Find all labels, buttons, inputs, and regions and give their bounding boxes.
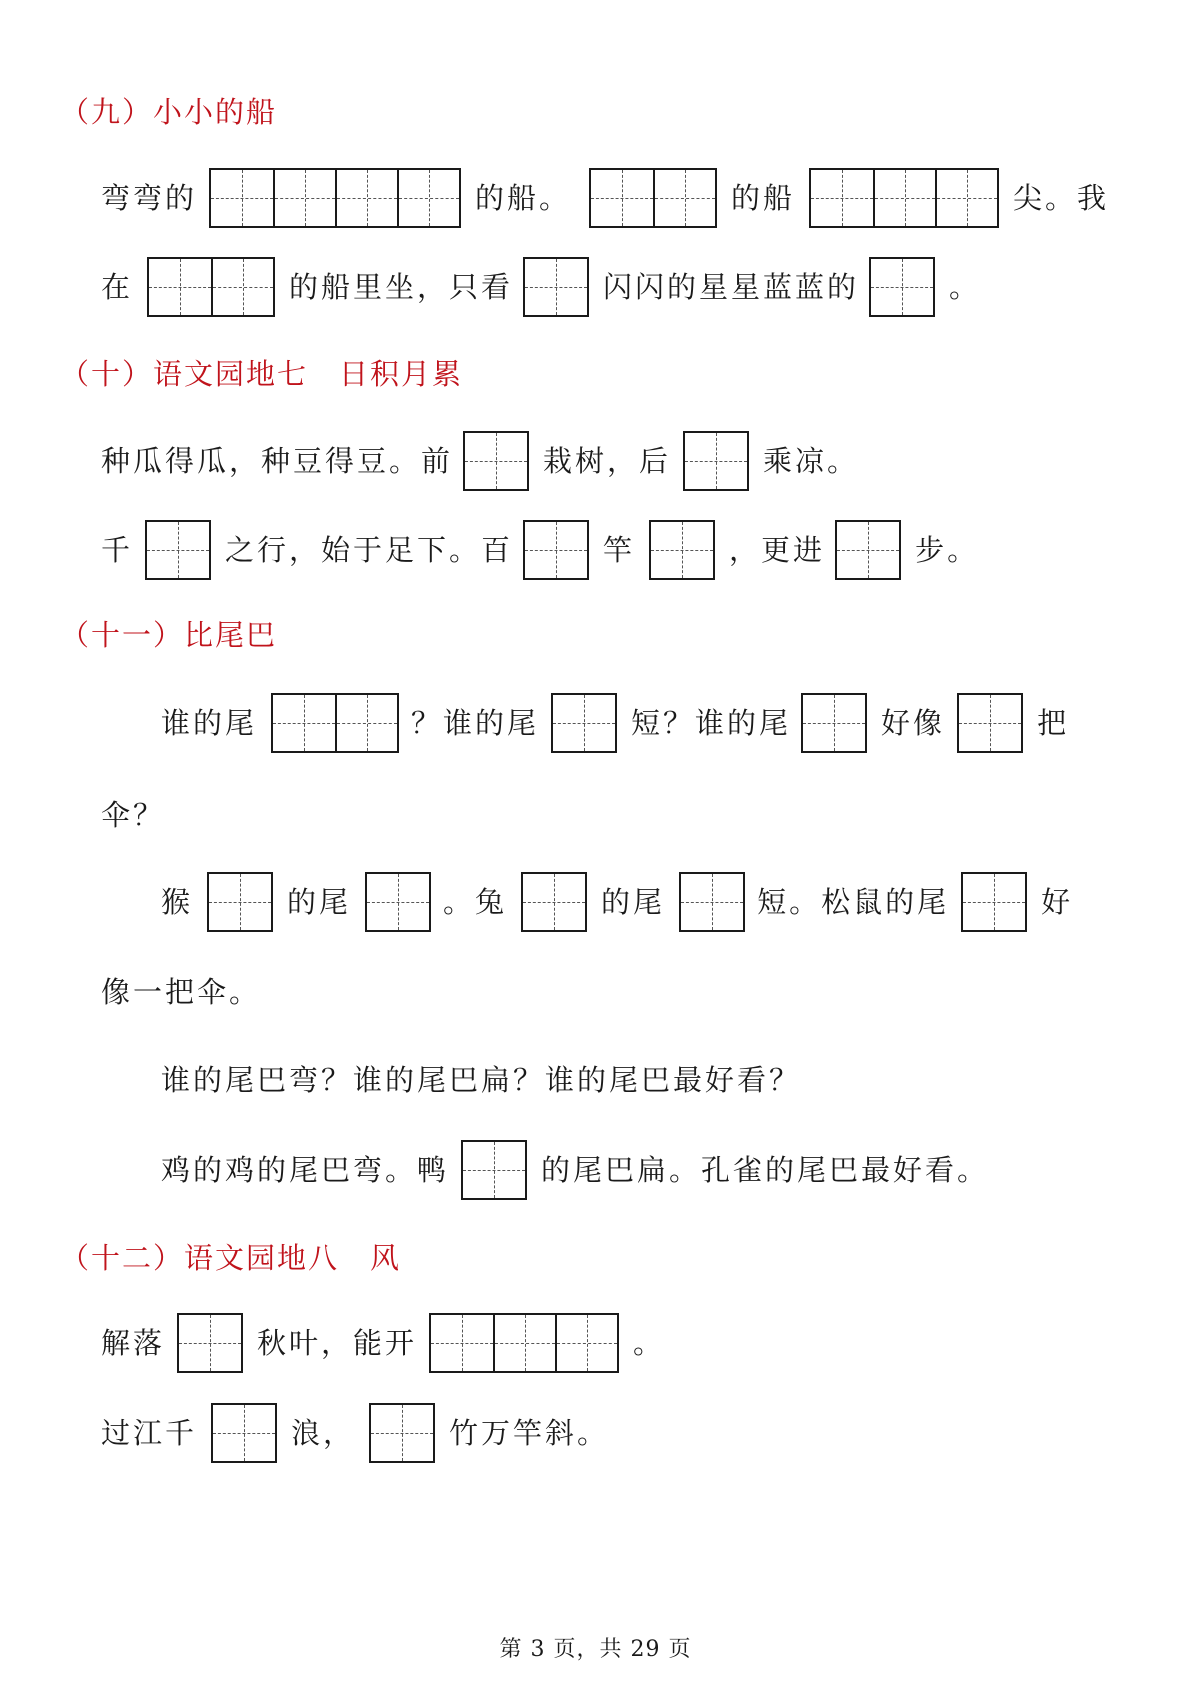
text-segment: 短。松鼠的尾 xyxy=(757,885,950,919)
grid-cell[interactable] xyxy=(465,433,527,489)
text-segment: 。 xyxy=(949,270,982,304)
answer-box-1[interactable] xyxy=(835,520,901,580)
grid-cell[interactable] xyxy=(591,170,653,226)
text-line xyxy=(161,691,1069,755)
text-segment: 的船。 xyxy=(475,181,572,215)
grid-cell[interactable] xyxy=(873,170,935,226)
answer-box-1[interactable] xyxy=(461,1140,527,1200)
text-segment: 的船里坐，只看 xyxy=(289,270,514,304)
text-segment: 种瓜得瓜，种豆得豆。前 xyxy=(101,444,454,478)
text-segment: 短？谁的尾 xyxy=(631,706,792,740)
grid-cell[interactable] xyxy=(553,695,615,751)
grid-cell[interactable] xyxy=(523,874,585,930)
grid-cell[interactable] xyxy=(493,1315,555,1371)
grid-cell[interactable] xyxy=(963,874,1025,930)
answer-box-1[interactable] xyxy=(961,872,1027,932)
grid-cell[interactable] xyxy=(653,170,715,226)
answer-box-1[interactable] xyxy=(211,1403,277,1463)
grid-cell[interactable] xyxy=(871,259,933,315)
answer-box-1[interactable] xyxy=(521,872,587,932)
text-segment: 把 xyxy=(1037,706,1070,740)
text-segment: 之行，始于足下。百 xyxy=(225,533,514,567)
text-line xyxy=(101,429,859,493)
answer-box-1[interactable] xyxy=(177,1313,243,1373)
grid-cell[interactable] xyxy=(367,874,429,930)
text-segment: 竿 xyxy=(603,533,636,567)
text-segment: 浪， xyxy=(291,1416,356,1450)
grid-cell[interactable] xyxy=(525,259,587,315)
text-segment: 谁的尾巴弯？谁的尾巴扁？谁的尾巴最好看？ xyxy=(161,1063,802,1097)
text-segment: 好 xyxy=(1041,885,1074,919)
grid-cell[interactable] xyxy=(431,1315,493,1371)
grid-cell[interactable] xyxy=(651,522,713,578)
text-segment: 在 xyxy=(101,270,134,304)
text-segment: 。兔 xyxy=(443,885,508,919)
text-segment: 猴 xyxy=(161,885,194,919)
text-segment: ？谁的尾 xyxy=(411,706,540,740)
text-segment: 千 xyxy=(101,533,134,567)
grid-cell[interactable] xyxy=(371,1405,433,1461)
text-line xyxy=(101,1401,609,1465)
answer-box-1[interactable] xyxy=(523,257,589,317)
answer-box-4[interactable] xyxy=(209,168,461,228)
text-segment: 伞？ xyxy=(101,798,166,832)
section-heading-9: （九）小小的船 xyxy=(60,95,278,129)
answer-box-1[interactable] xyxy=(463,431,529,491)
text-segment: 谁的尾 xyxy=(161,706,258,740)
answer-box-1[interactable] xyxy=(207,872,273,932)
grid-cell[interactable] xyxy=(397,170,459,226)
text-segment: ，更进 xyxy=(729,533,826,567)
text-segment: 尖。我 xyxy=(1013,181,1110,215)
answer-box-1[interactable] xyxy=(801,693,867,753)
grid-cell[interactable] xyxy=(935,170,997,226)
grid-cell[interactable] xyxy=(811,170,873,226)
text-line xyxy=(161,1048,801,1112)
text-segment: 弯弯的 xyxy=(101,181,198,215)
page-number: 第 3 页，共 29 页 xyxy=(499,1637,692,1662)
grid-cell[interactable] xyxy=(463,1142,525,1198)
text-line xyxy=(161,1138,989,1202)
grid-cell[interactable] xyxy=(803,695,865,751)
grid-cell[interactable] xyxy=(685,433,747,489)
text-segment: 解落 xyxy=(101,1326,166,1360)
text-segment: 的尾巴扁。孔雀的尾巴最好看。 xyxy=(541,1153,990,1187)
section-heading-12: （十二）语文园地八 风 xyxy=(60,1241,402,1275)
text-segment: 的尾 xyxy=(601,885,666,919)
text-segment: 好像 xyxy=(881,706,946,740)
answer-box-2[interactable] xyxy=(147,257,275,317)
grid-cell[interactable] xyxy=(211,170,273,226)
text-segment: 栽树，后 xyxy=(543,444,672,478)
text-segment: 竹万竿斜。 xyxy=(449,1416,610,1450)
text-segment: 的船 xyxy=(731,181,796,215)
text-segment: 步。 xyxy=(915,533,980,567)
grid-cell[interactable] xyxy=(837,522,899,578)
answer-box-2[interactable] xyxy=(271,693,399,753)
text-line xyxy=(101,783,165,847)
text-segment: 像一把伞。 xyxy=(101,975,262,1009)
grid-cell[interactable] xyxy=(959,695,1021,751)
section-heading-11: （十一）比尾巴 xyxy=(60,618,278,652)
answer-box-1[interactable] xyxy=(679,872,745,932)
answer-box-1[interactable] xyxy=(523,520,589,580)
grid-cell[interactable] xyxy=(555,1315,617,1371)
answer-box-3[interactable] xyxy=(429,1313,619,1373)
text-segment: 闪闪的星星蓝蓝的 xyxy=(603,270,860,304)
answer-box-1[interactable] xyxy=(683,431,749,491)
text-segment: 乘凉。 xyxy=(763,444,860,478)
grid-cell[interactable] xyxy=(335,695,397,751)
answer-box-1[interactable] xyxy=(649,520,715,580)
text-segment: 过江千 xyxy=(101,1416,198,1450)
answer-box-1[interactable] xyxy=(957,693,1023,753)
answer-box-1[interactable] xyxy=(369,1403,435,1463)
grid-cell[interactable] xyxy=(209,874,271,930)
text-segment: 。 xyxy=(633,1326,666,1360)
grid-cell[interactable] xyxy=(149,259,211,315)
answer-box-1[interactable] xyxy=(145,520,211,580)
answer-box-1[interactable] xyxy=(869,257,935,317)
grid-cell[interactable] xyxy=(273,695,335,751)
text-line xyxy=(101,255,981,319)
answer-box-1[interactable] xyxy=(551,693,617,753)
text-line xyxy=(101,166,1109,230)
text-segment: 鸡的鸡的尾巴弯。鸭 xyxy=(161,1153,450,1187)
section-heading-10: （十）语文园地七 日积月累 xyxy=(60,357,464,391)
text-segment: 秋叶，能开 xyxy=(257,1326,418,1360)
grid-cell[interactable] xyxy=(525,522,587,578)
answer-box-3[interactable] xyxy=(809,168,999,228)
text-line xyxy=(101,518,979,582)
grid-cell[interactable] xyxy=(213,1405,275,1461)
text-segment: 的尾 xyxy=(287,885,352,919)
grid-cell[interactable] xyxy=(273,170,335,226)
text-line xyxy=(161,870,1073,934)
grid-cell[interactable] xyxy=(335,170,397,226)
grid-cell[interactable] xyxy=(179,1315,241,1371)
grid-cell[interactable] xyxy=(147,522,209,578)
grid-cell[interactable] xyxy=(681,874,743,930)
answer-box-1[interactable] xyxy=(365,872,431,932)
text-line xyxy=(101,960,261,1024)
grid-cell[interactable] xyxy=(211,259,273,315)
answer-box-2[interactable] xyxy=(589,168,717,228)
text-line xyxy=(101,1311,665,1375)
